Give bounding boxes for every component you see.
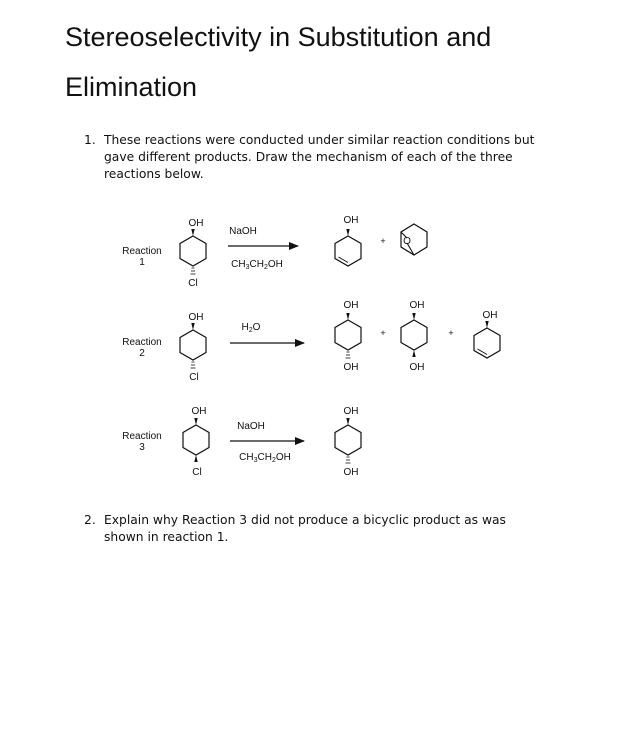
reaction-1-product-cyclohexenol xyxy=(335,215,361,266)
hydroxyl-label: OH xyxy=(482,310,498,321)
reaction-3-label: Reaction xyxy=(122,431,162,442)
reaction-2-number: 2 xyxy=(139,348,145,359)
chloro-label: Cl xyxy=(189,372,199,383)
chloro-label: Cl xyxy=(188,278,198,289)
chloro-label: Cl xyxy=(192,467,202,478)
reaction-1-number: 1 xyxy=(139,257,145,268)
question-1-line-1: These reactions were conducted under similar reaction conditions but xyxy=(104,133,535,147)
reaction-2-product-cyclohexenol xyxy=(474,310,500,358)
wedge-bond xyxy=(194,455,197,462)
reaction-1-reactant xyxy=(180,218,206,289)
reaction-2-product-cis-diol xyxy=(401,300,427,373)
oxygen-label: O xyxy=(403,236,411,247)
question-1-line-2: gave different products. Draw the mechanism of each of the three xyxy=(104,150,513,164)
wedge-bond xyxy=(346,313,349,320)
cyclohexene-ring xyxy=(474,328,500,358)
reaction-3-product-trans-diol xyxy=(335,406,361,478)
reaction-1-label: Reaction xyxy=(122,246,162,257)
reaction-3-number: 3 xyxy=(139,442,145,453)
question-1-number: 1. xyxy=(84,133,96,147)
hydroxyl-label: OH xyxy=(343,362,359,373)
question-2-line-1: Explain why Reaction 3 did not produce a bicyclic product as was xyxy=(104,513,506,527)
reaction-3-reagent-bottom: $CH_3CH_2OH$ xyxy=(239,452,291,464)
cyclohexane-ring xyxy=(180,236,206,266)
question-1-line-3: reactions below. xyxy=(104,167,204,181)
wedge-bond xyxy=(485,321,488,328)
reaction-2-reagent: $H_2O$ xyxy=(241,322,261,334)
wedge-bond xyxy=(412,350,415,357)
plus-sign: + xyxy=(380,328,386,338)
reaction-1-reagent-bottom: $CH_3CH_2OH$ xyxy=(231,259,283,271)
plus-sign: + xyxy=(448,328,454,338)
hydroxyl-label: OH xyxy=(188,218,204,229)
hydroxyl-label: OH xyxy=(343,467,359,478)
question-2-number: 2. xyxy=(84,513,96,527)
cyclohexane-ring xyxy=(183,425,209,455)
hydroxyl-label: OH xyxy=(343,300,359,311)
cyclohexane-ring xyxy=(335,320,361,350)
wedge-bond xyxy=(412,313,415,320)
reaction-3 xyxy=(122,406,361,478)
cyclohexane-ring xyxy=(335,425,361,455)
cyclohexane-ring xyxy=(401,320,427,350)
hydroxyl-label: OH xyxy=(191,406,207,417)
plus-sign: + xyxy=(380,236,386,246)
wedge-bond xyxy=(191,323,194,330)
wedge-bond xyxy=(346,229,349,236)
cyclohexane-ring xyxy=(180,330,206,360)
hydroxyl-label: OH xyxy=(343,215,359,226)
question-2 xyxy=(84,512,564,548)
hydroxyl-label: OH xyxy=(188,312,204,323)
reaction-2-product-trans-diol xyxy=(335,300,361,373)
hydroxyl-label: OH xyxy=(343,406,359,417)
wedge-bond xyxy=(191,229,194,236)
question-2-line-2: shown in reaction 1. xyxy=(104,530,229,544)
cyclohexene-ring xyxy=(335,236,361,266)
reaction-2-label: Reaction xyxy=(122,337,162,348)
hash-bond xyxy=(191,362,196,368)
wedge-bond xyxy=(346,418,349,425)
reaction-1-reagent-top: NaOH xyxy=(229,226,257,237)
hash-bond xyxy=(346,457,351,463)
reaction-1-product-bicyclic-ether xyxy=(401,224,427,255)
hydroxyl-label: OH xyxy=(409,362,425,373)
reaction-2 xyxy=(122,300,500,383)
reaction-3-reactant xyxy=(183,406,209,478)
hydroxyl-label: OH xyxy=(409,300,425,311)
title-line-2: Elimination xyxy=(65,72,198,102)
reaction-3-reagent-top: NaOH xyxy=(237,421,265,432)
hash-bond xyxy=(191,268,196,274)
reaction-1 xyxy=(122,215,427,289)
title-line-1: Stereoselectivity in Substitution and xyxy=(65,22,492,52)
hash-bond xyxy=(346,352,351,358)
reaction-2-reactant xyxy=(180,312,206,383)
wedge-bond xyxy=(194,418,197,425)
question-2-text xyxy=(104,512,564,546)
